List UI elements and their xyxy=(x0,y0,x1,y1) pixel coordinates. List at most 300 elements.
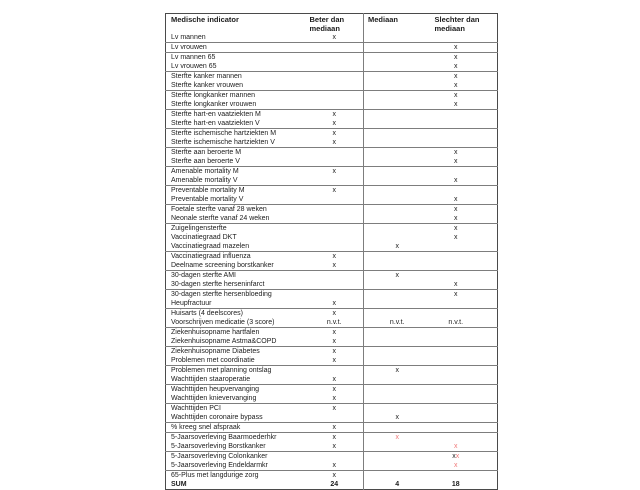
indicator-label: Lv mannen 65 xyxy=(171,54,216,61)
indicator-label: Wachttijden heupvervanging xyxy=(171,386,260,393)
table-row xyxy=(166,100,498,110)
table-row xyxy=(166,176,498,186)
table-row xyxy=(166,452,498,462)
mark: x xyxy=(454,82,458,89)
cell-slechter xyxy=(431,100,498,110)
cell-slechter xyxy=(431,280,498,290)
cell-beter xyxy=(306,129,364,139)
mark: x xyxy=(332,310,336,317)
cell-slechter xyxy=(431,119,498,129)
table-row xyxy=(166,271,498,281)
cell-mediaan xyxy=(364,366,431,376)
cell-beter xyxy=(306,394,364,404)
cell-mediaan xyxy=(364,91,431,101)
cell-beter xyxy=(306,433,364,443)
cell-beter xyxy=(306,91,364,101)
cell-beter xyxy=(306,53,364,63)
cell-slechter xyxy=(431,138,498,148)
cell-beter xyxy=(306,385,364,395)
cell-slechter xyxy=(431,318,498,328)
cell-slechter xyxy=(431,53,498,63)
cell-beter xyxy=(306,280,364,290)
cell-mediaan xyxy=(364,423,431,433)
cell-mediaan xyxy=(364,461,431,471)
cell-mediaan xyxy=(364,452,431,462)
cell-mediaan xyxy=(364,318,431,328)
table-row xyxy=(166,299,498,309)
indicator-label: Sterfte kanker mannen xyxy=(171,73,242,80)
indicator-label: Preventable mortality M xyxy=(171,187,245,194)
cell-slechter xyxy=(431,186,498,196)
mark: x xyxy=(332,462,336,469)
cell-slechter xyxy=(431,423,498,433)
mark: x xyxy=(454,54,458,61)
cell-slechter xyxy=(431,394,498,404)
cell-slechter xyxy=(431,62,498,72)
cell-mediaan xyxy=(364,119,431,129)
cell-mediaan xyxy=(364,328,431,338)
indicator-label: Amenable mortality M xyxy=(171,168,239,175)
indicator-label: Voorschrijven medicatie (3 score) xyxy=(166,318,306,328)
table-row xyxy=(166,413,498,423)
cell-beter xyxy=(306,176,364,186)
mark: x xyxy=(452,453,456,460)
table-row xyxy=(166,186,498,196)
table-row xyxy=(166,53,498,63)
indicator-label: 5-Jaarsoverleving Colonkanker xyxy=(171,453,268,460)
cell-beter xyxy=(306,290,364,300)
cell-mediaan xyxy=(364,433,431,443)
mark: x xyxy=(332,262,336,269)
cell-beter xyxy=(306,413,364,423)
mark: x xyxy=(454,63,458,70)
cell-beter xyxy=(306,33,364,43)
indicator-label: 5-Jaarsoverleving Baarmoederhkr xyxy=(171,434,277,441)
indicator-label: Problemen met planning ontslag xyxy=(171,367,272,374)
table-row xyxy=(166,119,498,129)
indicator-label: Lv vrouwen xyxy=(166,43,306,53)
indicator-label: Sterfte ischemische hartziekten V xyxy=(166,138,306,148)
cell-mediaan xyxy=(364,375,431,385)
cell-beter xyxy=(306,157,364,167)
mark: 18 xyxy=(451,481,460,488)
cell-slechter xyxy=(431,328,498,338)
indicator-label: Vaccinatiegraad influenza xyxy=(171,253,251,260)
indicator-label: Vaccinatiegraad mazelen xyxy=(166,242,306,252)
mark: x xyxy=(332,405,336,412)
cell-beter xyxy=(306,366,364,376)
cell-slechter xyxy=(431,81,498,91)
cell-mediaan xyxy=(364,100,431,110)
mark: x xyxy=(454,196,458,203)
indicator-label: Sterfte aan beroerte V xyxy=(166,157,306,167)
cell-beter xyxy=(306,81,364,91)
mark: x xyxy=(454,215,458,222)
cell-beter xyxy=(306,480,364,490)
table-row xyxy=(166,394,498,404)
mark: x xyxy=(332,139,336,146)
cell-beter xyxy=(306,224,364,234)
mark: n.v.t. xyxy=(326,319,342,326)
cell-beter xyxy=(306,318,364,328)
table-row xyxy=(166,261,498,271)
mark: x xyxy=(454,206,458,213)
table-row xyxy=(166,138,498,148)
indicator-label: Sterfte aan beroerte M xyxy=(171,149,242,156)
table-row xyxy=(166,33,498,43)
cell-mediaan xyxy=(364,62,431,72)
cell-beter xyxy=(306,299,364,309)
cell-beter xyxy=(306,110,364,120)
indicator-label: Amenable mortality V xyxy=(166,176,306,186)
cell-beter xyxy=(306,62,364,72)
cell-mediaan xyxy=(364,214,431,224)
cell-mediaan xyxy=(364,233,431,242)
cell-beter xyxy=(306,461,364,471)
indicator-label: Wachttijden staaroperatie xyxy=(166,375,306,385)
indicator-label: Foetale sterfte vanaf 28 weken xyxy=(171,206,267,213)
mark: x xyxy=(332,386,336,393)
cell-slechter xyxy=(431,471,498,481)
mark-red: x xyxy=(454,462,458,469)
cell-beter xyxy=(306,167,364,177)
cell-mediaan xyxy=(364,195,431,205)
table-row xyxy=(166,375,498,385)
mark: x xyxy=(395,243,399,250)
cell-beter xyxy=(306,356,364,366)
cell-mediaan xyxy=(364,252,431,262)
cell-mediaan xyxy=(364,72,431,82)
cell-slechter xyxy=(431,224,498,234)
indicator-label: Problemen met coordinatie xyxy=(166,356,306,366)
cell-beter xyxy=(306,242,364,252)
cell-mediaan xyxy=(364,271,431,281)
cell-beter xyxy=(306,337,364,347)
cell-mediaan xyxy=(364,404,431,414)
cell-mediaan xyxy=(364,205,431,215)
cell-slechter xyxy=(431,337,498,347)
cell-beter xyxy=(306,271,364,281)
table-row xyxy=(166,366,498,376)
cell-mediaan xyxy=(364,290,431,300)
mark: x xyxy=(454,177,458,184)
indicator-label: Lv vrouwen 65 xyxy=(166,62,306,72)
cell-slechter xyxy=(431,167,498,177)
cell-slechter xyxy=(431,356,498,366)
mark: x xyxy=(454,149,458,156)
cell-mediaan xyxy=(364,224,431,234)
indicator-label: Deelname screening borstkanker xyxy=(166,261,306,271)
cell-slechter xyxy=(431,309,498,319)
cell-beter xyxy=(306,100,364,110)
table-row xyxy=(166,224,498,234)
table-row xyxy=(166,157,498,167)
mark: x xyxy=(332,300,336,307)
mark: x xyxy=(454,44,458,51)
indicator-label: Ziekenhuisopname hartfalen xyxy=(171,329,260,336)
mark: n.v.t. xyxy=(389,319,405,326)
cell-slechter xyxy=(431,242,498,252)
indicator-label: Vaccinatiegraad DKT xyxy=(171,234,237,241)
mark: x xyxy=(332,357,336,364)
mark: x xyxy=(454,225,458,232)
table-row xyxy=(166,318,498,328)
mark: x xyxy=(332,472,336,479)
table-row xyxy=(166,480,498,490)
table-row xyxy=(166,110,498,120)
mark: 4 xyxy=(395,481,400,488)
cell-beter xyxy=(306,43,364,53)
indicator-label: Sterfte hart-en vaatziekten V xyxy=(166,119,306,129)
cell-beter xyxy=(306,186,364,196)
cell-slechter xyxy=(431,452,498,462)
cell-mediaan xyxy=(364,81,431,91)
cell-mediaan xyxy=(364,167,431,177)
cell-slechter xyxy=(431,413,498,423)
cell-beter xyxy=(306,252,364,262)
indicator-label: Ziekenhuisopname Astma&COPD xyxy=(166,337,306,347)
cell-mediaan xyxy=(364,129,431,139)
cell-slechter xyxy=(431,129,498,139)
cell-slechter xyxy=(431,366,498,376)
mark: x xyxy=(395,272,399,279)
cell-beter xyxy=(306,471,364,481)
indicator-label: Heupfractuur xyxy=(166,299,306,309)
column-header-beter-dan-mediaan: Beter dan mediaan xyxy=(309,15,345,33)
cell-slechter xyxy=(431,347,498,357)
table-row xyxy=(166,433,498,443)
cell-mediaan xyxy=(364,413,431,423)
mark: x xyxy=(454,101,458,108)
cell-mediaan xyxy=(364,176,431,186)
mark-red: x xyxy=(455,453,460,460)
cell-slechter xyxy=(431,157,498,167)
cell-beter xyxy=(306,195,364,205)
column-header-slechter-dan-mediaan: Slechter dan mediaan xyxy=(434,15,480,33)
table-body xyxy=(166,33,498,490)
indicator-label: Zuigelingensterfte xyxy=(171,225,227,232)
mark: x xyxy=(332,168,336,175)
cell-mediaan xyxy=(364,186,431,196)
table-row xyxy=(166,91,498,101)
cell-mediaan xyxy=(364,280,431,290)
indicator-label: % kreeg snel afspraak xyxy=(166,423,306,433)
cell-slechter xyxy=(431,205,498,215)
indicator-label: 5-Jaarsoverleving Endeldarmkr xyxy=(166,461,306,471)
cell-slechter xyxy=(431,91,498,101)
cell-beter xyxy=(306,375,364,385)
table-row xyxy=(166,167,498,177)
table-row xyxy=(166,43,498,53)
mark-red: x xyxy=(395,434,399,441)
table-row xyxy=(166,242,498,252)
cell-mediaan xyxy=(364,480,431,490)
cell-beter xyxy=(306,205,364,215)
table-row xyxy=(166,442,498,452)
cell-slechter xyxy=(431,195,498,205)
indicator-label: Neonale sterfte vanaf 24 weken xyxy=(166,214,306,224)
indicator-label: Lv mannen xyxy=(166,33,306,43)
cell-slechter xyxy=(431,261,498,271)
mark: x xyxy=(454,73,458,80)
indicator-label: SUM xyxy=(171,481,187,488)
cell-slechter xyxy=(431,148,498,158)
column-header-indicator: Medische indicator xyxy=(171,15,239,24)
table-row xyxy=(166,280,498,290)
table-row xyxy=(166,461,498,471)
cell-beter xyxy=(306,442,364,452)
cell-mediaan xyxy=(364,356,431,366)
cell-slechter xyxy=(431,404,498,414)
cell-slechter xyxy=(431,480,498,490)
indicator-label: Preventable mortality V xyxy=(166,195,306,205)
cell-slechter xyxy=(431,271,498,281)
cell-beter xyxy=(306,233,364,242)
mark: x xyxy=(395,367,399,374)
mark: x xyxy=(332,348,336,355)
cell-mediaan xyxy=(364,33,431,43)
table-row xyxy=(166,471,498,481)
mark: x xyxy=(332,34,336,41)
indicator-label: Ziekenhuisopname Diabetes xyxy=(171,348,260,355)
table-row xyxy=(166,214,498,224)
indicator-label: 65-Plus met langdurige zorg xyxy=(171,472,259,479)
cell-slechter xyxy=(431,252,498,262)
cell-mediaan xyxy=(364,148,431,158)
indicator-label: Huisarts (4 deelscores) xyxy=(171,310,243,317)
mark: x xyxy=(332,253,336,260)
cell-mediaan xyxy=(364,53,431,63)
table-row xyxy=(166,81,498,91)
mark: x xyxy=(332,130,336,137)
mark: x xyxy=(332,111,336,118)
cell-slechter xyxy=(431,233,498,242)
table-row xyxy=(166,337,498,347)
mark: x xyxy=(332,120,336,127)
cell-beter xyxy=(306,261,364,271)
header-row xyxy=(166,14,498,34)
cell-mediaan xyxy=(364,309,431,319)
cell-slechter xyxy=(431,442,498,452)
indicator-label: 30-dagen sterfte AMI xyxy=(171,272,236,279)
cell-beter xyxy=(306,214,364,224)
cell-slechter xyxy=(431,43,498,53)
table-row xyxy=(166,356,498,366)
indicator-table xyxy=(165,13,498,490)
table-row xyxy=(166,290,498,300)
table-row xyxy=(166,252,498,262)
table-row xyxy=(166,233,498,242)
cell-beter xyxy=(306,309,364,319)
mark: x xyxy=(332,376,336,383)
table-row xyxy=(166,129,498,139)
cell-mediaan xyxy=(364,347,431,357)
cell-slechter xyxy=(431,176,498,186)
table-row xyxy=(166,72,498,82)
cell-slechter xyxy=(431,33,498,43)
mark: x xyxy=(332,395,336,402)
mark: x xyxy=(395,414,399,421)
cell-mediaan xyxy=(364,299,431,309)
cell-slechter xyxy=(431,72,498,82)
cell-beter xyxy=(306,347,364,357)
table-header xyxy=(166,14,498,34)
mark: x xyxy=(454,158,458,165)
cell-mediaan xyxy=(364,394,431,404)
indicator-label: Wachttijden PCI xyxy=(171,405,221,412)
mark: x xyxy=(332,338,336,345)
medical-indicators-table xyxy=(165,13,498,490)
mark: x xyxy=(454,92,458,99)
cell-slechter xyxy=(431,461,498,471)
table-row xyxy=(166,148,498,158)
mark: x xyxy=(454,281,458,288)
cell-slechter xyxy=(431,385,498,395)
cell-beter xyxy=(306,404,364,414)
mark: x xyxy=(332,329,336,336)
mark: x xyxy=(332,443,336,450)
cell-mediaan xyxy=(364,337,431,347)
cell-mediaan xyxy=(364,471,431,481)
indicator-label: Sterfte kanker vrouwen xyxy=(166,81,306,91)
cell-mediaan xyxy=(364,138,431,148)
table-row xyxy=(166,385,498,395)
cell-mediaan xyxy=(364,110,431,120)
mark: x xyxy=(332,424,336,431)
cell-mediaan xyxy=(364,261,431,271)
column-header-mediaan: Mediaan xyxy=(364,14,431,34)
table-row xyxy=(166,62,498,72)
indicator-label: Wachttijden knievervanging xyxy=(166,394,306,404)
indicator-label: Sterfte hart-en vaatziekten M xyxy=(171,111,261,118)
indicator-label: Sterfte longkanker vrouwen xyxy=(166,100,306,110)
cell-mediaan xyxy=(364,442,431,452)
mark: x xyxy=(454,234,458,241)
table-row xyxy=(166,195,498,205)
cell-slechter xyxy=(431,375,498,385)
indicator-label: 5-Jaarsoverleving Borstkanker xyxy=(166,442,306,452)
cell-beter xyxy=(306,328,364,338)
cell-beter xyxy=(306,452,364,462)
cell-beter xyxy=(306,119,364,129)
mark: n.v.t. xyxy=(448,319,464,326)
indicator-label: Sterfte ischemische hartziekten M xyxy=(171,130,277,137)
cell-beter xyxy=(306,423,364,433)
table-row xyxy=(166,423,498,433)
cell-slechter xyxy=(431,290,498,300)
mark: x xyxy=(454,291,458,298)
cell-slechter xyxy=(431,110,498,120)
cell-mediaan xyxy=(364,385,431,395)
indicator-label: 30-dagen sterfte hersenbloeding xyxy=(171,291,272,298)
mark: x xyxy=(332,187,336,194)
mark: x xyxy=(332,434,336,441)
indicator-label: Wachttijden coronaire bypass xyxy=(166,413,306,423)
table-row xyxy=(166,347,498,357)
indicator-label: 30-dagen sterfte herseninfarct xyxy=(166,280,306,290)
table-row xyxy=(166,309,498,319)
cell-mediaan xyxy=(364,157,431,167)
cell-slechter xyxy=(431,214,498,224)
cell-beter xyxy=(306,148,364,158)
mark: 24 xyxy=(330,481,339,488)
cell-mediaan xyxy=(364,242,431,252)
cell-beter xyxy=(306,72,364,82)
cell-mediaan xyxy=(364,43,431,53)
table-row xyxy=(166,205,498,215)
mark-red: x xyxy=(454,443,458,450)
table-row xyxy=(166,404,498,414)
